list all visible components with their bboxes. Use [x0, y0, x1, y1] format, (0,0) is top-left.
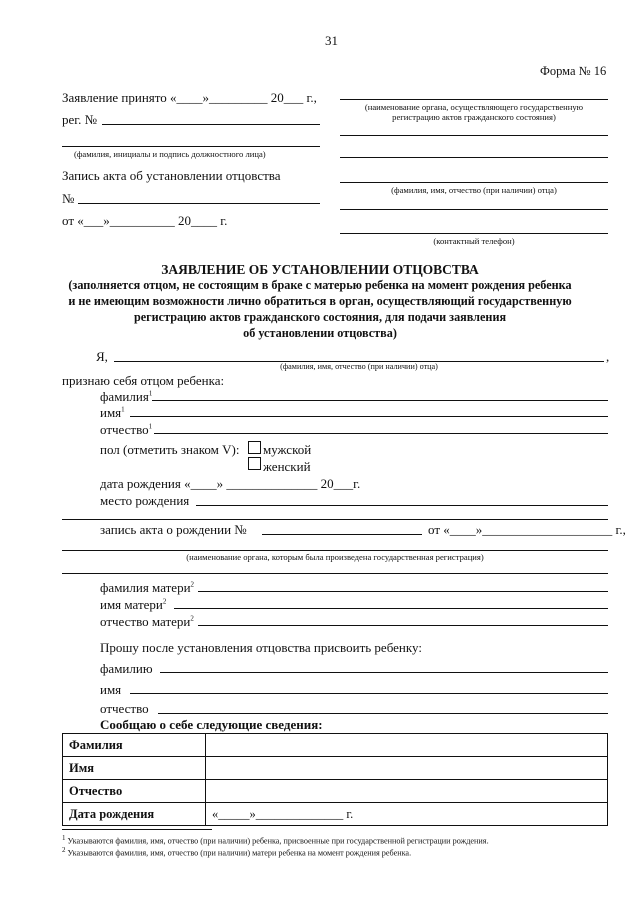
mother-patronymic-field[interactable] [198, 625, 608, 626]
official-caption: (фамилия, инициалы и подпись должностного лица) [74, 149, 266, 159]
phone-field[interactable] [340, 233, 608, 234]
table-cell-label: Отчество [63, 780, 206, 803]
footnote-2: $^2$ Указываются фамилия, имя, отчество (при наличии) матери ребенка на момент рождения ребенка. [62, 846, 412, 858]
mother-surname-label: фамилия матери$^2$ [100, 580, 195, 595]
subtitle-line-1: (заполняется отцом, не состоящим в браке с матерью ребенка на момент рождения ребенка [68, 278, 572, 292]
table-cell-value[interactable] [206, 780, 608, 803]
applicant-info-table [62, 733, 608, 826]
organ-field-3[interactable] [340, 157, 608, 158]
comma: , [606, 349, 610, 364]
female-label: женский [263, 459, 311, 474]
birth-place-field[interactable] [196, 505, 608, 506]
birth-place-field-2[interactable] [62, 519, 608, 520]
mother-name-label: имя матери$^2$ [100, 597, 167, 612]
birth-record-number-field[interactable] [262, 534, 422, 535]
child-surname-field[interactable] [152, 400, 608, 401]
organ-caption-2: регистрацию актов гражданского состояния) [392, 112, 556, 122]
child-patronymic-label: отчество$^1$ [100, 422, 153, 437]
birth-organ-field-2[interactable] [62, 573, 608, 574]
record-number-label: № [62, 191, 75, 206]
mother-surname-field[interactable] [198, 591, 608, 592]
birth-organ-field[interactable] [62, 550, 608, 551]
req-name-label: имя [100, 682, 122, 697]
record-date: от «___»__________ 20____ г. [62, 213, 228, 228]
reg-field[interactable] [102, 124, 320, 125]
female-checkbox[interactable] [248, 457, 261, 470]
child-patronymic-field[interactable] [154, 433, 608, 434]
accepted-line: Заявление принято «____»_________ 20___ г., [62, 90, 317, 105]
record-number-field[interactable] [78, 203, 320, 204]
official-signature-field[interactable] [62, 146, 320, 147]
mother-patronymic-label: отчество матери$^2$ [100, 614, 194, 629]
table-row [63, 734, 608, 757]
req-patronymic-field[interactable] [158, 713, 608, 714]
req-surname-label: фамилию [100, 661, 153, 676]
table-row [63, 803, 608, 826]
req-patronymic-label: отчество [100, 701, 149, 716]
table-cell-value[interactable] [206, 734, 608, 757]
sex-label: пол (отметить знаком V): [100, 442, 240, 457]
inform-label: Сообщаю о себе следующие сведения: [100, 717, 323, 732]
organ-field-1[interactable] [340, 99, 608, 100]
birth-record-date: от «____»____________________ г., [428, 522, 626, 537]
phone-caption: (контактный телефон) [433, 236, 515, 246]
birth-place-label: место рождения [100, 493, 190, 508]
male-checkbox[interactable] [248, 441, 261, 454]
subtitle-line-4: об установлении отцовства) [243, 326, 397, 340]
child-name-field[interactable] [130, 416, 608, 417]
table-cell-label: Дата рождения [63, 803, 206, 826]
ya-label: Я, [96, 349, 108, 364]
record-label: Запись акта об установлении отцовства [62, 168, 281, 183]
document-title: ЗАЯВЛЕНИЕ ОБ УСТАНОВЛЕНИИ ОТЦОВСТВА [161, 262, 479, 277]
subtitle-line-3: регистрацию актов гражданского состояния, для подачи заявления [133, 310, 507, 324]
child-name-label: имя$^1$ [100, 405, 125, 420]
father-fio-field[interactable] [340, 182, 608, 183]
request-label: Прошу после установления отцовства присвоить ребенку: [100, 640, 422, 655]
table-cell-label: Имя [63, 757, 206, 780]
table-row [63, 780, 608, 803]
reg-label: рег. № [62, 112, 98, 127]
footnote-separator [62, 829, 212, 830]
organ-field-2[interactable] [340, 135, 608, 136]
birth-organ-caption: (наименование органа, которым была произведена государственная регистрация) [186, 552, 484, 562]
male-label: мужской [263, 442, 312, 457]
table-cell-value[interactable]: «_____»______________ г. [206, 803, 608, 826]
father-name-caption: (фамилия, имя, отчество (при наличии) отца) [280, 362, 438, 371]
form-number: Форма № 16 [540, 64, 607, 78]
subtitle-line-2: и не имеющим возможности лично обратиться в орган, осуществляющий государственную [68, 294, 572, 308]
father-fio-field-2[interactable] [340, 209, 608, 210]
mother-name-field[interactable] [174, 608, 608, 609]
footnote-1: $^1$ Указываются фамилия, имя, отчество (при наличии) ребенка, присвоенные при государственной регистрации рождения. [62, 834, 489, 846]
father-fio-caption: (фамилия, имя, отчество (при наличии) отца) [391, 185, 557, 195]
table-cell-label: Фамилия [63, 734, 206, 757]
birth-date-label: дата рождения «____» ______________ 20___г. [100, 476, 361, 491]
organ-caption-1: (наименование органа, осуществляющего государственную [364, 102, 584, 112]
page-number: 31 [325, 33, 338, 48]
req-name-field[interactable] [130, 693, 608, 694]
table-cell-value[interactable] [206, 757, 608, 780]
req-surname-field[interactable] [160, 672, 608, 673]
recognize-label: признаю себя отцом ребенка: [62, 373, 225, 388]
table-row [63, 757, 608, 780]
birth-record-label: запись акта о рождении № [100, 522, 247, 537]
child-surname-label: фамилия$^1$ [100, 389, 153, 404]
